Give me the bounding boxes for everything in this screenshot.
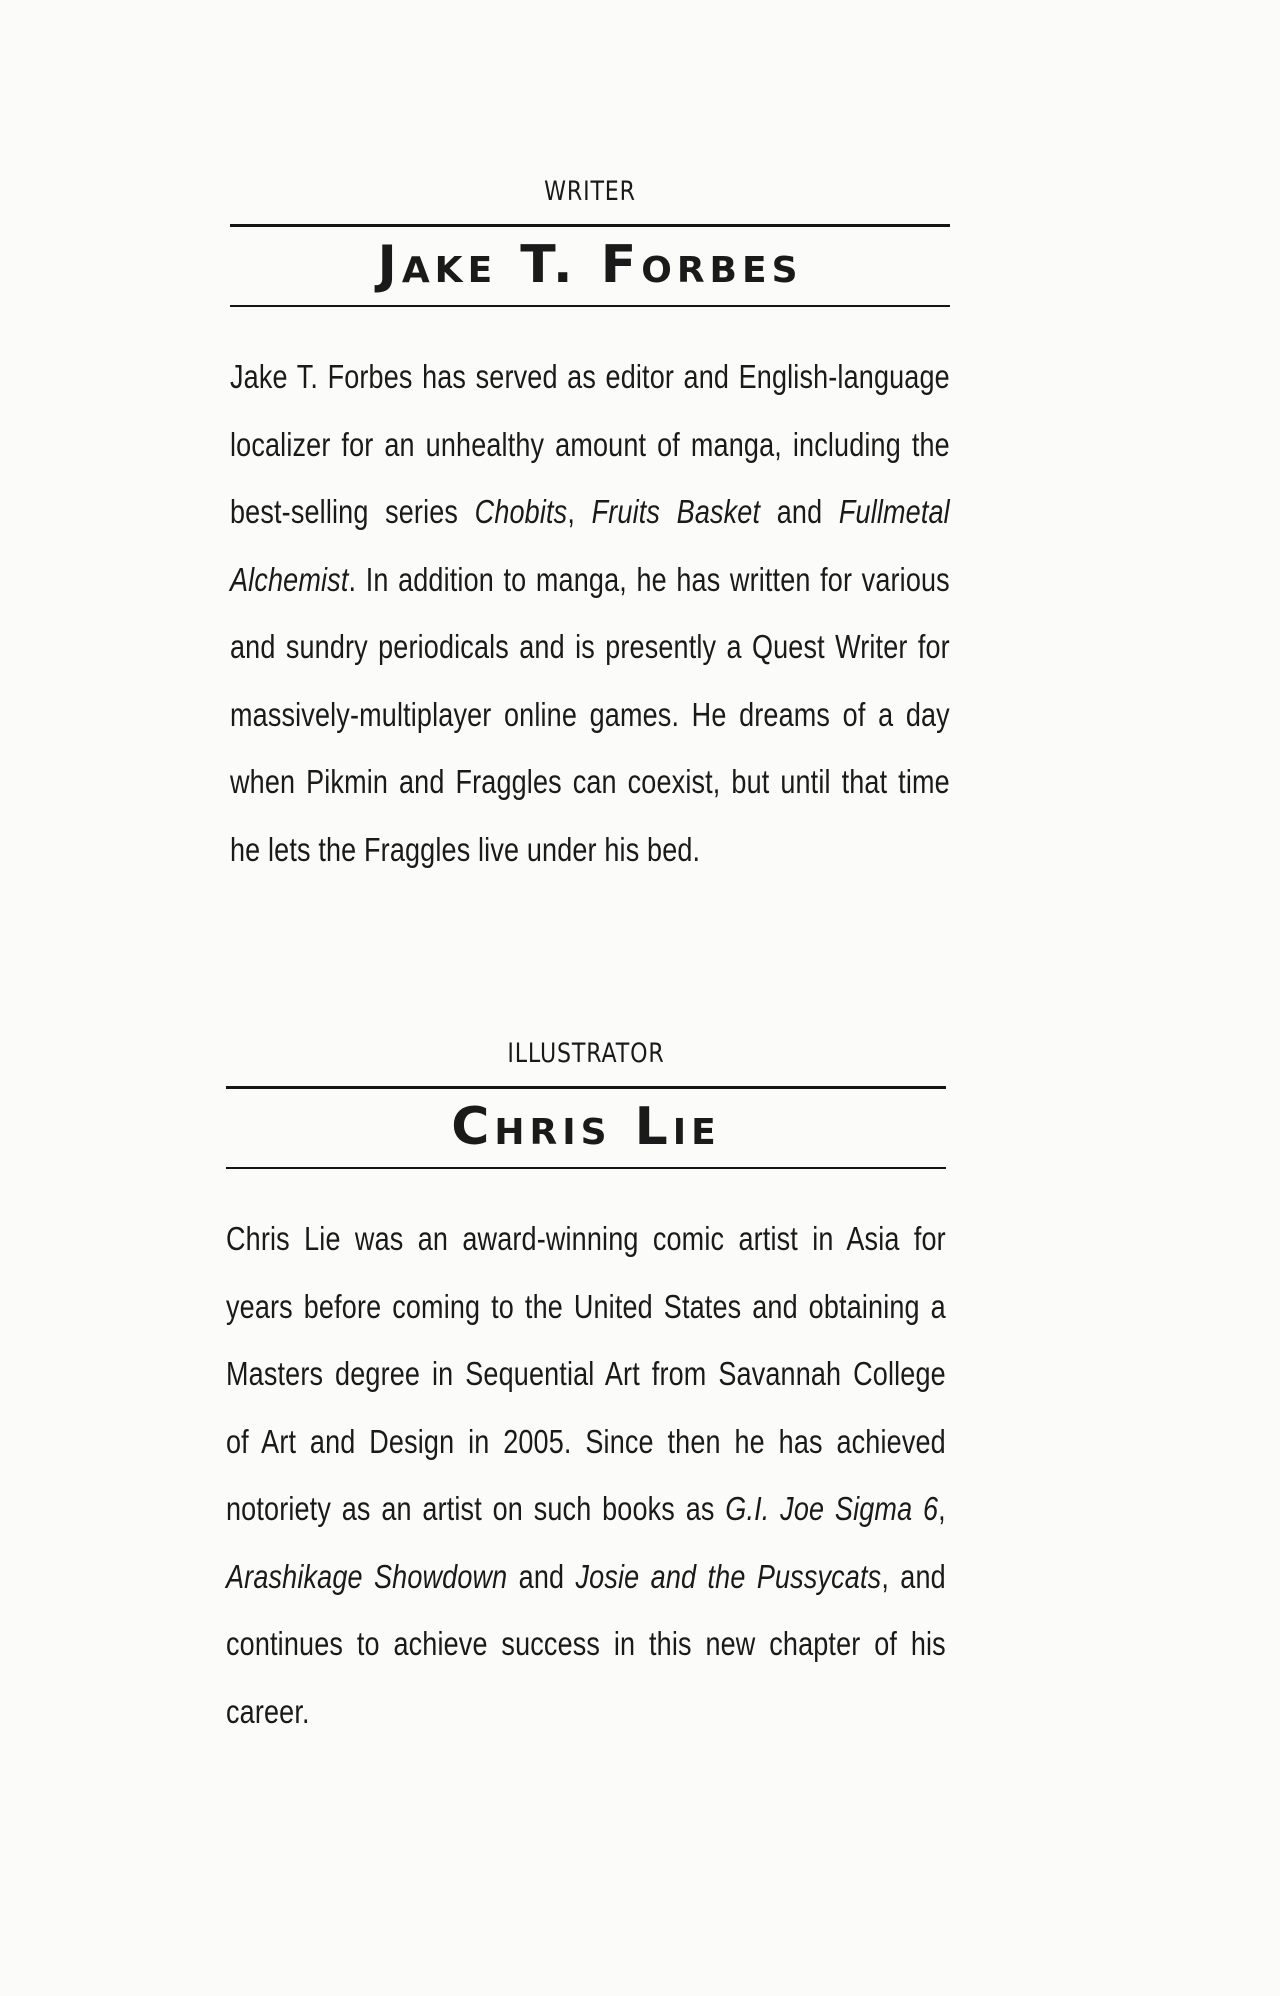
writer-bio bbox=[230, 343, 950, 883]
bio-title-italic: G.I. Joe Sigma 6 bbox=[725, 1490, 939, 1527]
bio-title-italic: Fullmetal Alchemist bbox=[230, 493, 950, 598]
writer-role-label: WRITER bbox=[544, 176, 636, 207]
illustrator-bottom-rule bbox=[226, 1167, 946, 1169]
bio-text-run: , and continues to achieve success in this new chapter of his career. bbox=[226, 1557, 946, 1730]
writer-name: Jake T. Forbes bbox=[377, 235, 803, 295]
writer-section bbox=[230, 168, 950, 883]
bio-title-italic: Arashikage Showdown bbox=[226, 1557, 508, 1595]
bio-text-run: and bbox=[507, 1557, 576, 1595]
bio-title-italic: Fruits Basket bbox=[591, 493, 761, 530]
bio-title-italic: Chobits bbox=[474, 493, 568, 530]
illustrator-role-label: ILLUSTRATOR bbox=[507, 1038, 665, 1069]
bio-text-run: Jake T. Forbes has served as editor and English-language localizer for an unhealthy amount of manga, including the best-selling series bbox=[230, 358, 950, 530]
bio-text-run: , bbox=[567, 493, 592, 530]
illustrator-bio bbox=[226, 1205, 946, 1745]
bio-text-run: , bbox=[938, 1490, 946, 1527]
bio-text-run: . In addition to manga, he has written for various and sundry periodicals and is presently a Quest Writer for massively-multiplayer online games. He dreams of a day when Pikmin and Fraggles can coexist, but until that time he lets the Fraggles live under his bed. bbox=[230, 560, 950, 868]
illustrator-name: Chris Lie bbox=[451, 1097, 721, 1157]
illustrator-section bbox=[226, 1030, 946, 1745]
bio-text-run: and bbox=[760, 493, 839, 530]
bio-title-italic: Josie and the Pussycats bbox=[575, 1557, 882, 1595]
bio-text-run: Chris Lie was an award-winning comic artist in Asia for years before coming to the United States and obtaining a Masters degree in Sequential Art from Savannah College of Art and Design in 2005. Since then he has achieved notoriety as an artist on such books as bbox=[226, 1220, 946, 1527]
writer-bottom-rule bbox=[230, 305, 950, 307]
